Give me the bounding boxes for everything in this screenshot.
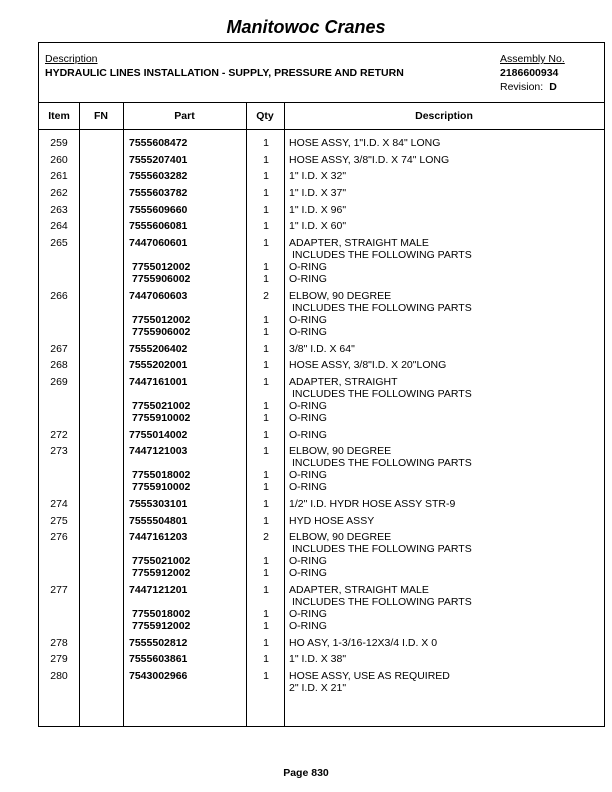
table-row: [39, 204, 604, 216]
sub-part-description: O-RING: [289, 620, 327, 632]
assembly-number: 2186600934: [500, 67, 559, 79]
part-description: 3/8" I.D. X 64": [289, 342, 355, 355]
sub-part-number: 7755910002: [132, 411, 191, 424]
part-number: 7555206402: [129, 342, 188, 355]
part-description: HOSE ASSY, 1"I.D. X 84" LONG: [289, 137, 441, 149]
assembly-number-label: Assembly No.: [500, 53, 565, 65]
sub-part-description: O-RING: [289, 313, 327, 326]
table-line: [39, 457, 604, 469]
sub-quantity: 1: [263, 411, 269, 424]
quantity: 1: [263, 445, 269, 458]
description-label: Description: [45, 53, 98, 65]
part-description: 1" I.D. X 38": [289, 653, 347, 666]
parts-rows: [39, 137, 604, 699]
sub-part-description: O-RING: [289, 567, 327, 580]
item-number: 263: [50, 203, 68, 216]
sub-quantity: 1: [263, 325, 269, 338]
sub-part-description: O-RING: [289, 555, 327, 568]
table-line: [39, 608, 604, 620]
sub-quantity: 1: [263, 399, 269, 412]
column-header-part: Part: [174, 110, 195, 122]
table-line: [39, 670, 604, 682]
item-number: 261: [50, 170, 68, 183]
part-number: 7447121003: [129, 445, 188, 458]
table-line: [39, 204, 604, 216]
item-number: 275: [50, 514, 68, 527]
table-line: [39, 154, 604, 166]
part-description: ELBOW, 90 DEGREE: [289, 445, 392, 458]
table-row: [39, 237, 604, 285]
table-row: [39, 137, 604, 149]
table-line: [39, 531, 604, 543]
sub-quantity: 1: [263, 481, 269, 494]
includes-note: INCLUDES THE FOLLOWING PARTS: [292, 387, 472, 400]
table-line: [39, 400, 604, 412]
sub-part-number: 7755012002: [132, 261, 191, 274]
sub-part-description: O-RING: [289, 325, 327, 338]
part-number: 7555603782: [129, 187, 188, 200]
part-description: 1" I.D. X 32": [289, 170, 347, 183]
table-row: [39, 154, 604, 166]
part-number: 7555606081: [129, 220, 188, 233]
page-number: Page 830: [283, 767, 329, 779]
part-description-continued: 2" I.D. X 21": [289, 682, 347, 695]
sub-part-number: 7755906002: [132, 325, 191, 338]
sub-part-number: 7755021002: [132, 555, 191, 568]
part-number: 7555603861: [129, 653, 188, 666]
column-header-qty: Qty: [256, 110, 274, 122]
sub-quantity: 1: [263, 469, 269, 482]
part-number: 7555202001: [129, 359, 188, 372]
part-number: 7555504801: [129, 514, 188, 527]
table-row: [39, 170, 604, 182]
item-number: 265: [50, 237, 68, 250]
table-line: [39, 170, 604, 182]
item-number: 266: [50, 289, 68, 302]
part-description: 1" I.D. X 96": [289, 203, 347, 216]
table-line: [39, 555, 604, 567]
sub-part-number: 7755912002: [132, 567, 191, 580]
quantity: 1: [263, 653, 269, 666]
part-description: 1" I.D. X 60": [289, 220, 347, 233]
part-description: HOSE ASSY, USE AS REQUIRED: [289, 670, 450, 683]
part-description: ADAPTER, STRAIGHT MALE: [289, 237, 429, 250]
item-number: 273: [50, 445, 68, 458]
quantity: 1: [263, 220, 269, 233]
table-line: [39, 596, 604, 608]
part-number: 7447060601: [129, 237, 188, 250]
includes-note: INCLUDES THE FOLLOWING PARTS: [292, 301, 472, 314]
table-row: [39, 290, 604, 338]
sub-quantity: 1: [263, 567, 269, 580]
table-line: [39, 445, 604, 457]
column-header-fn: FN: [94, 110, 108, 122]
quantity: 1: [263, 670, 269, 683]
assembly-description: HYDRAULIC LINES INSTALLATION - SUPPLY, PRESSURE AND RETURN: [45, 67, 404, 79]
assembly-header: [39, 43, 604, 103]
sub-part-description: O-RING: [289, 469, 327, 482]
table-row: [39, 653, 604, 665]
item-number: 277: [50, 584, 68, 596]
sub-quantity: 1: [263, 273, 269, 286]
part-number: 7555603282: [129, 170, 188, 183]
quantity: 2: [263, 289, 269, 302]
table-line: [39, 314, 604, 326]
table-line: [39, 237, 604, 249]
part-description: ADAPTER, STRAIGHT MALE: [289, 584, 429, 596]
item-number: 267: [50, 342, 68, 355]
sub-part-description: O-RING: [289, 399, 327, 412]
table-line: [39, 481, 604, 493]
revision-label: Revision:: [500, 81, 544, 93]
table-row: [39, 670, 604, 694]
part-description: ELBOW, 90 DEGREE: [289, 289, 392, 302]
part-number: 7555502812: [129, 636, 188, 649]
table-line: [39, 388, 604, 400]
part-number: 7447161001: [129, 375, 188, 388]
part-number: 7755014002: [129, 428, 188, 441]
item-number: 276: [50, 531, 68, 544]
table-line: [39, 249, 604, 261]
sub-part-number: 7755910002: [132, 481, 191, 494]
sub-part-number: 7755018002: [132, 608, 191, 620]
part-description: ELBOW, 90 DEGREE: [289, 531, 392, 544]
table-line: [39, 359, 604, 371]
part-number: 7555303101: [129, 497, 188, 510]
table-line: [39, 637, 604, 649]
part-number: 7447060603: [129, 289, 188, 302]
part-description: HOSE ASSY, 3/8"I.D. X 20"LONG: [289, 359, 447, 372]
table-line: [39, 302, 604, 314]
table-line: [39, 584, 604, 596]
table-line: [39, 376, 604, 388]
table-line: [39, 220, 604, 232]
item-number: 260: [50, 153, 68, 166]
part-description: O-RING: [289, 428, 327, 441]
quantity: 1: [263, 342, 269, 355]
quantity: 1: [263, 237, 269, 250]
table-line: [39, 543, 604, 555]
sub-part-description: O-RING: [289, 481, 327, 494]
revision-value: D: [549, 81, 557, 93]
quantity: 1: [263, 203, 269, 216]
includes-note: INCLUDES THE FOLLOWING PARTS: [292, 249, 472, 262]
table-line: [39, 290, 604, 302]
item-number: 264: [50, 220, 68, 233]
sub-part-number: 7755912002: [132, 620, 191, 632]
sub-part-number: 7755012002: [132, 313, 191, 326]
table-row: [39, 343, 604, 355]
item-number: 268: [50, 359, 68, 372]
sub-part-description: O-RING: [289, 608, 327, 620]
part-number: 7555608472: [129, 137, 188, 149]
part-number: 7447161203: [129, 531, 188, 544]
item-number: 280: [50, 670, 68, 683]
column-header-item: Item: [48, 110, 70, 122]
part-description: HYD HOSE ASSY: [289, 514, 375, 527]
part-description: HO ASY, 1-3/16-12X3/4 I.D. X 0: [289, 636, 438, 649]
table-line: [39, 273, 604, 285]
sub-part-number: 7755018002: [132, 469, 191, 482]
table-line: [39, 326, 604, 338]
quantity: 1: [263, 359, 269, 372]
sub-quantity: 1: [263, 313, 269, 326]
sub-quantity: 1: [263, 261, 269, 274]
table-line: [39, 498, 604, 510]
table-row: [39, 498, 604, 510]
includes-note: INCLUDES THE FOLLOWING PARTS: [292, 543, 472, 556]
table-row: [39, 531, 604, 579]
table-line: [39, 567, 604, 579]
quantity: 1: [263, 170, 269, 183]
quantity: 1: [263, 428, 269, 441]
part-description: 1/2" I.D. HYDR HOSE ASSY STR-9: [289, 497, 456, 510]
quantity: 1: [263, 584, 269, 596]
sub-part-description: O-RING: [289, 261, 327, 274]
table-line: [39, 343, 604, 355]
table-row: [39, 637, 604, 649]
item-number: 278: [50, 636, 68, 649]
part-number: 7447121201: [129, 584, 188, 596]
table-line: [39, 261, 604, 273]
sub-part-description: O-RING: [289, 273, 327, 286]
revision: [500, 81, 557, 93]
quantity: 1: [263, 514, 269, 527]
table-line: [39, 187, 604, 199]
table-line: [39, 515, 604, 527]
sub-quantity: 1: [263, 555, 269, 568]
part-number: 7555609660: [129, 203, 188, 216]
part-description: ADAPTER, STRAIGHT: [289, 375, 398, 388]
item-number: 274: [50, 497, 68, 510]
sub-part-number: 7755021002: [132, 399, 191, 412]
quantity: 1: [263, 375, 269, 388]
includes-note: INCLUDES THE FOLLOWING PARTS: [292, 457, 472, 470]
part-description: 1" I.D. X 37": [289, 187, 347, 200]
item-number: 262: [50, 187, 68, 200]
part-number: 7543002966: [129, 670, 188, 683]
item-number: 259: [50, 137, 68, 149]
quantity: 1: [263, 153, 269, 166]
table-row: [39, 376, 604, 424]
table-line: [39, 137, 604, 149]
quantity: 2: [263, 531, 269, 544]
table-line: [39, 682, 604, 694]
table-row: [39, 220, 604, 232]
sub-part-description: O-RING: [289, 411, 327, 424]
table-row: [39, 359, 604, 371]
table-row: [39, 584, 604, 632]
quantity: 1: [263, 137, 269, 149]
item-number: 272: [50, 428, 68, 441]
sub-quantity: 1: [263, 620, 269, 632]
document-title: Manitowoc Cranes: [226, 17, 386, 37]
parts-table: [38, 42, 605, 727]
sub-part-number: 7755906002: [132, 273, 191, 286]
item-number: 269: [50, 375, 68, 388]
part-description: HOSE ASSY, 3/8"I.D. X 74" LONG: [289, 153, 450, 166]
column-header-description: Description: [415, 110, 473, 122]
table-line: [39, 620, 604, 632]
quantity: 1: [263, 187, 269, 200]
table-line: [39, 653, 604, 665]
includes-note: INCLUDES THE FOLLOWING PARTS: [292, 596, 472, 608]
table-row: [39, 515, 604, 527]
table-row: [39, 187, 604, 199]
quantity: 1: [263, 636, 269, 649]
item-number: 279: [50, 653, 68, 666]
table-line: [39, 429, 604, 441]
part-number: 7555207401: [129, 153, 188, 166]
table-line: [39, 469, 604, 481]
quantity: 1: [263, 497, 269, 510]
table-row: [39, 445, 604, 493]
sub-quantity: 1: [263, 608, 269, 620]
table-line: [39, 412, 604, 424]
table-row: [39, 429, 604, 441]
